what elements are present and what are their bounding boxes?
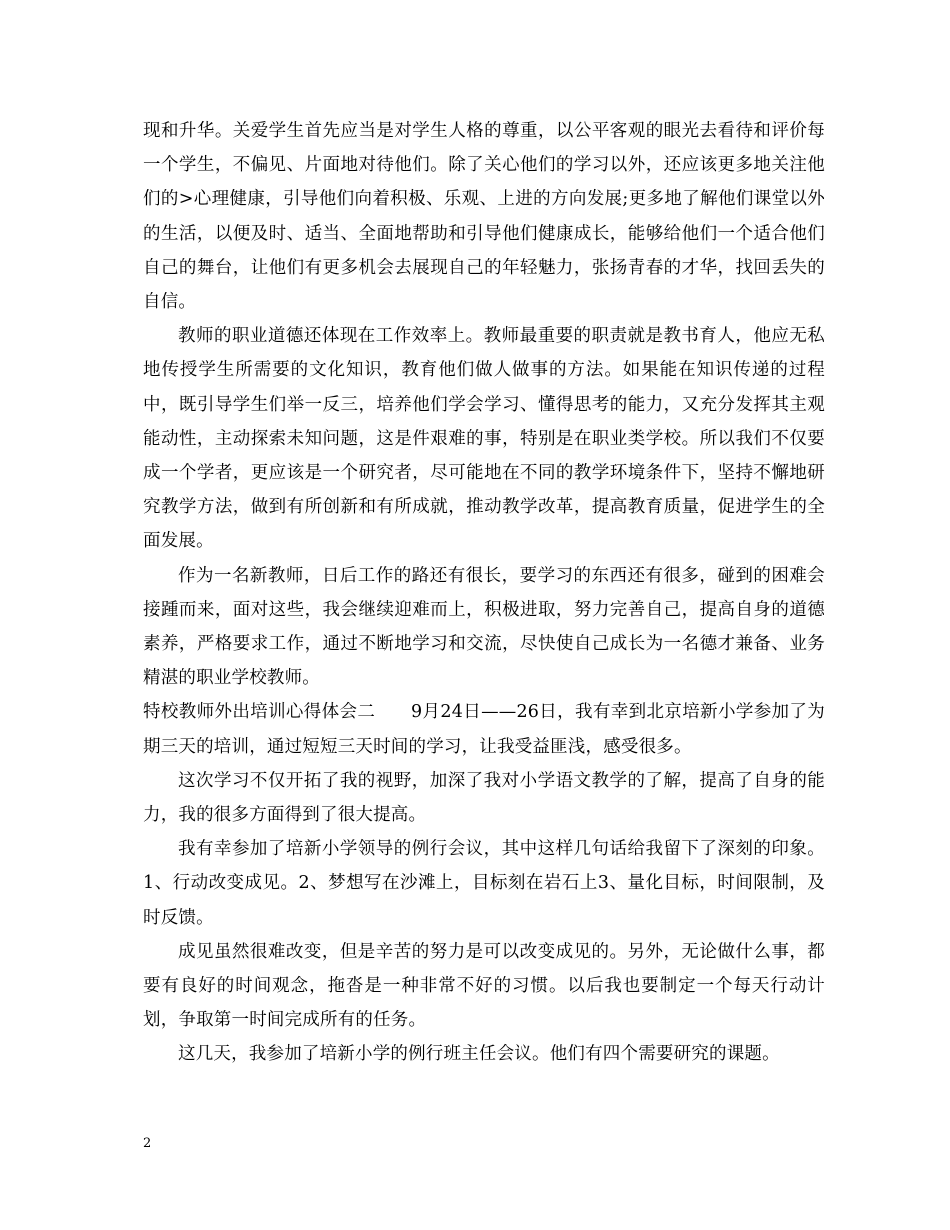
paragraph-1: 现和升华。关爱学生首先应当是对学生人格的尊重，以公平客观的眼光去看待和评价每一个学生，不偏见、片面地对待他们。除了关心他们的学习以外，还应该更多地关注他们的>心理健康，引导他们向着积极、乐观、上进的方向发展;更多地了解他们课堂以外的生活，以便及时、适当、全面地帮助和引导他们健康成长，能够给他们一个适合他们自己的舞台，让他们有更多机会去展现自己的年轻魅力，张扬青春的才华，找回丢失的自信。: [143, 121, 825, 313]
paragraph-4: 特校教师外出培训心得体会二 9月24日——26日，我有幸到北京培新小学参加了为期三天的培训，通过短短三天时间的学习，让我受益匪浅，感受很多。: [143, 702, 825, 757]
paragraph-8: 这几天，我参加了培新小学的例行班主任会议。他们有四个需要研究的课题。: [178, 1044, 780, 1065]
paragraph-2: 教师的职业道德还体现在工作效率上。教师最重要的职责就是教书育人，他应无私地传授学生所需要的文化知识，教育他们做人做事的方法。如果能在知识传递的过程中，既引导学生们举一反三，培养他们学会学习、懂得思考的能力，又充分发挥其主观能动性，主动探索未知问题，这是件艰难的事，特别是在职业类学校。所以我们不仅要成一个学者，更应该是一个研究者，尽可能地在不同的教学环境条件下，坚持不懈地研究教学方法，做到有所创新和有所成就，推动教学改革，提高教育质量，促进学生的全面发展。: [143, 326, 825, 552]
paragraph-5: 这次学习不仅开拓了我的视野，加深了我对小学语文教学的了解，提高了自身的能力，我的很多方面得到了很大提高。: [143, 770, 825, 826]
document-body: [143, 114, 825, 1072]
paragraph-6: 我有幸参加了培新小学领导的例行会议，其中这样几句话给我留下了深刻的印象。1、行动改变成见。2、梦想写在沙滩上，目标刻在岩石上3、量化目标，时间限制，及时反馈。: [143, 839, 825, 928]
page-number: 2: [143, 1136, 152, 1151]
paragraph-3: 作为一名新教师，日后工作的路还有很长，要学习的东西还有很多，碰到的困难会接踵而来，面对这些，我会继续迎难而上，积极进取，努力完善自己，提高自身的道德素养，严格要求工作，通过不断地学习和交流，尽快使自己成长为一名德才兼备、业务精湛的职业学校教师。: [143, 565, 825, 689]
paragraph-7: 成见虽然很难改变，但是辛苦的努力是可以改变成见的。另外，无论做什么事，都要有良好的时间观念，拖沓是一种非常不好的习惯。以后我也要制定一个每天行动计划，争取第一时间完成所有的任务。: [143, 941, 825, 1031]
